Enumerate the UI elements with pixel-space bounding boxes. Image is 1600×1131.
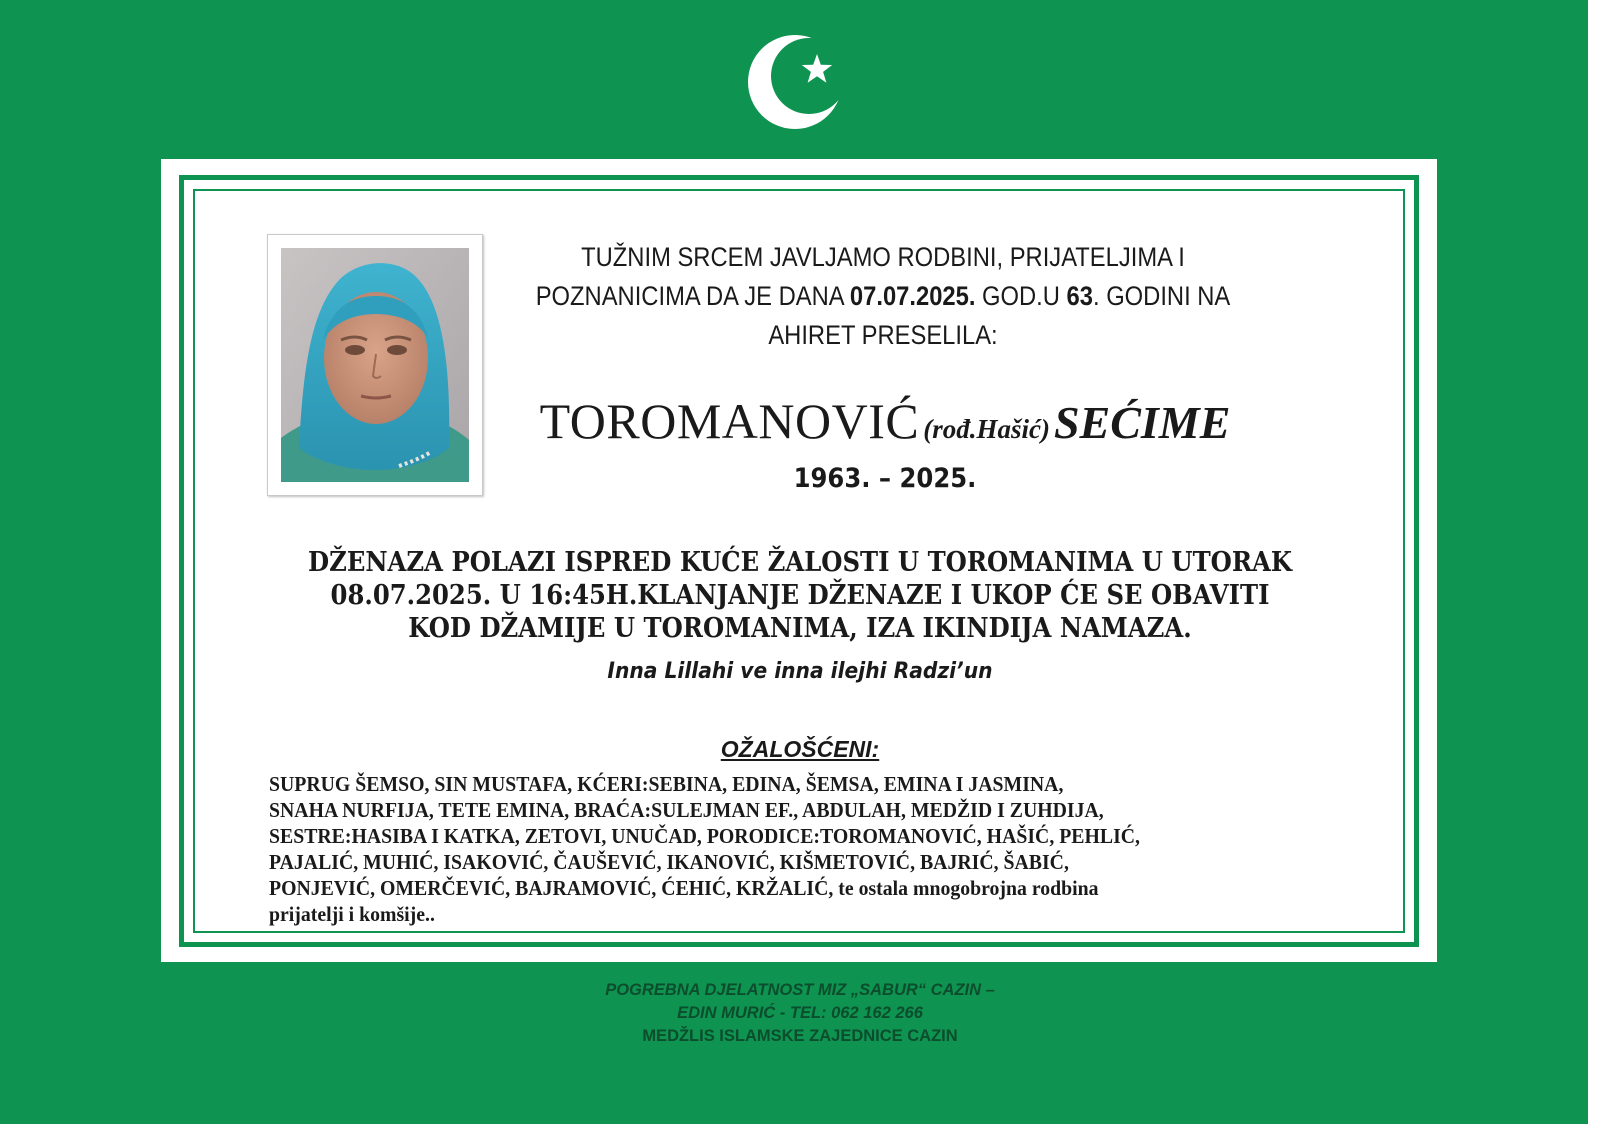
funeral-line-1: DŽENAZA POLAZI ISPRED KUĆE ŽALOSTI U TOROMANIMA U UTORAK bbox=[308, 547, 1292, 578]
age: 63 bbox=[1066, 281, 1093, 311]
prayer-phrase: Inna Lillahi ve inna ilejhi Radzi’un bbox=[607, 659, 993, 684]
announcement-text bbox=[527, 238, 1240, 355]
footer-line-3: MEDŽLIS ISLAMSKE ZAJEDNICE CAZIN bbox=[642, 1027, 958, 1045]
life-years: 1963. – 2025. bbox=[793, 463, 977, 494]
mourners-line: PONJEVIĆ, OMERČEVIĆ, BAJRAMOVIĆ, ĆEHIĆ, KRŽALIĆ, te ostala mnogobrojna rodbina bbox=[269, 876, 1099, 900]
funeral-service-footer bbox=[500, 979, 1100, 1048]
first-name: SEĆIME bbox=[1053, 397, 1231, 448]
photo-frame bbox=[267, 234, 483, 496]
mourners-line: PAJALIĆ, MUHIĆ, ISAKOVIĆ, ČAUŠEVIĆ, IKANOVIĆ, KIŠMETOVIĆ, BAJRIĆ, ŠABIĆ, bbox=[269, 850, 1069, 874]
mourners-list bbox=[269, 771, 1318, 927]
mourners-line: SNAHA NURFIJA, TETE EMINA, BRAĆA:SULEJMAN EF., ABDULAH, MEDŽID I ZUHDIJA, bbox=[269, 798, 1104, 822]
intro-line-2-mid: GOD.U bbox=[975, 281, 1067, 311]
mourners-title: OŽALOŠĆENI: bbox=[720, 736, 880, 762]
funeral-line-2: 08.07.2025. U 16:45H.KLANJANJE DŽENAZE I UKOP ĆE SE OBAVITI bbox=[330, 580, 1270, 611]
intro-line-2-end: . GODINI NA bbox=[1092, 281, 1231, 311]
mourners-line: SESTRE:HASIBA I KATKA, ZETOVI, UNUČAD, PORODICE:TOROMANOVIĆ, HAŠIĆ, PEHLIĆ, bbox=[269, 824, 1141, 848]
footer-line-1: POGREBNA DJELATNOST MIZ „SABUR“ CAZIN – bbox=[605, 981, 995, 999]
footer-line-2: EDIN MURIĆ - TEL: 062 162 266 bbox=[677, 1004, 923, 1022]
intro-line-2-start: POZNANICIMA DA JE DANA bbox=[535, 281, 850, 311]
intro-line-3: AHIRET PRESELILA: bbox=[768, 320, 998, 350]
deceased-name bbox=[470, 392, 1300, 450]
mourners-line: prijatelji i komšije.. bbox=[269, 902, 435, 926]
death-date: 07.07.2025. bbox=[849, 281, 976, 311]
surname: TOROMANOVIĆ bbox=[539, 393, 920, 449]
crescent-star-icon bbox=[747, 30, 855, 138]
funeral-details bbox=[296, 546, 1304, 645]
funeral-line-3: KOD DŽAMIJE U TOROMANIMA, IZA IKINDIJA NAMAZA. bbox=[408, 613, 1192, 644]
intro-line-2 bbox=[527, 277, 1240, 316]
maiden-name: (rođ.Hašić) bbox=[923, 414, 1050, 444]
mourners-line: SUPRUG ŠEMSO, SIN MUSTAFA, KĆERI:SEBINA, EDINA, ŠEMSA, EMINA I JASMINA, bbox=[269, 772, 1064, 796]
intro-line-1: TUŽNIM SRCEM JAVLJAMO RODBINI, PRIJATELJIMA I bbox=[581, 242, 1185, 272]
portrait-photo bbox=[281, 248, 469, 482]
